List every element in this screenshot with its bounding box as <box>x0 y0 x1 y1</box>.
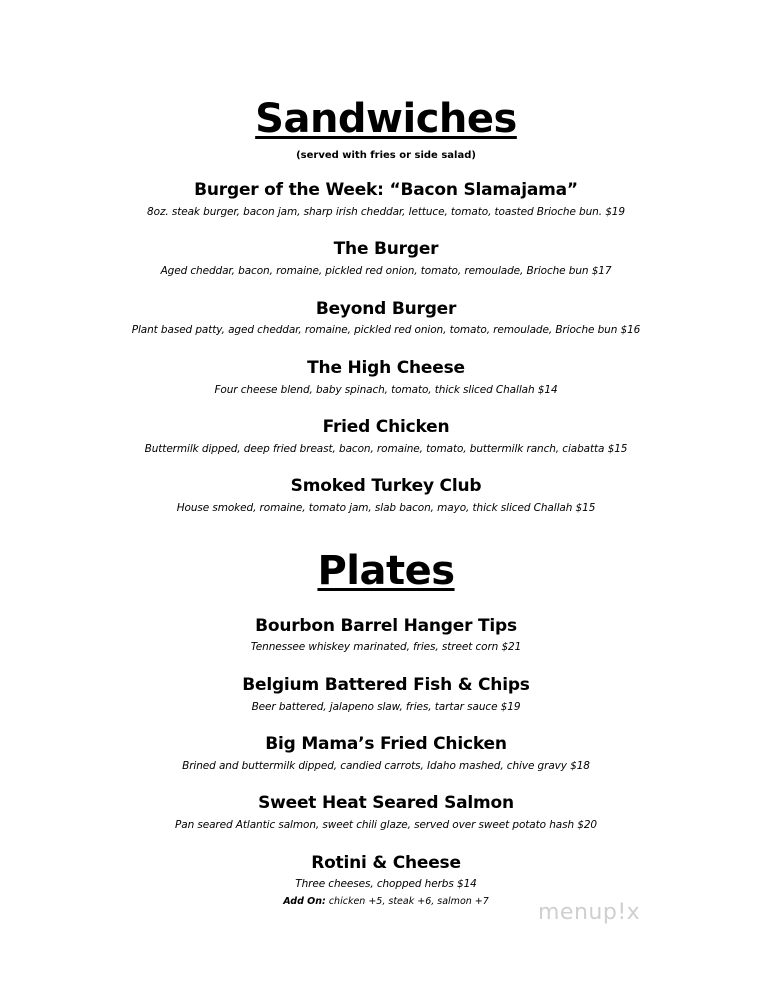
menu-item-name: Smoked Turkey Club <box>290 476 482 496</box>
menu-item-name: Big Mama’s Fried Chicken <box>265 734 507 754</box>
menu-item-name: Burger of the Week: “Bacon Slamajama” <box>194 180 578 200</box>
menu-item-description: Buttermilk dipped, deep fried breast, bacon, romaine, tomato, buttermilk ranch, ciabatta $15 <box>144 443 628 455</box>
menu-item-name: Beyond Burger <box>315 299 457 319</box>
menu-item-description: Plant based patty, aged cheddar, romaine, pickled red onion, tomato, remoulade, Brioche bun $16 <box>131 324 641 336</box>
sandwiches-subtitle: (served with fries or side salad) <box>296 150 476 161</box>
sandwiches-title: Sandwiches <box>255 96 517 142</box>
menu-item-description: Tennessee whiskey marinated, fries, street corn $21 <box>250 641 522 653</box>
menu-item-name: Rotini & Cheese <box>311 853 461 873</box>
plates-title: Plates <box>317 548 455 594</box>
menu-item-name: Bourbon Barrel Hanger Tips <box>255 616 517 636</box>
menu-item-description: Pan seared Atlantic salmon, sweet chili glaze, served over sweet potato hash $20 <box>175 819 597 831</box>
menu-item-name: Sweet Heat Seared Salmon <box>258 793 514 813</box>
menupix-watermark: menup!x <box>538 900 641 925</box>
add-on-note <box>0 896 772 907</box>
menu-item-description: Beer battered, jalapeno slaw, fries, tartar sauce $19 <box>251 701 521 713</box>
menu-item-description: 8oz. steak burger, bacon jam, sharp irish cheddar, lettuce, tomato, toasted Brioche bun. $19 <box>147 206 625 218</box>
add-on-label: Add On: <box>283 896 326 907</box>
menu-item-description: Aged cheddar, bacon, romaine, pickled red onion, tomato, remoulade, Brioche bun $17 <box>160 265 612 277</box>
menu-item-description: Brined and buttermilk dipped, candied carrots, Idaho mashed, chive gravy $18 <box>182 760 590 772</box>
menu-item-name: The Burger <box>333 239 439 259</box>
menu-item-name: The High Cheese <box>307 358 465 378</box>
menu-item-description: Four cheese blend, baby spinach, tomato, thick sliced Challah $14 <box>214 384 558 396</box>
menu-item-name: Belgium Battered Fish & Chips <box>242 675 530 695</box>
add-on-text: chicken +5, steak +6, salmon +7 <box>325 896 489 907</box>
menu-item-description: Three cheeses, chopped herbs $14 <box>295 878 477 890</box>
menu-item-name: Fried Chicken <box>322 417 450 437</box>
menu-item-description: House smoked, romaine, tomato jam, slab bacon, mayo, thick sliced Challah $15 <box>176 502 596 514</box>
